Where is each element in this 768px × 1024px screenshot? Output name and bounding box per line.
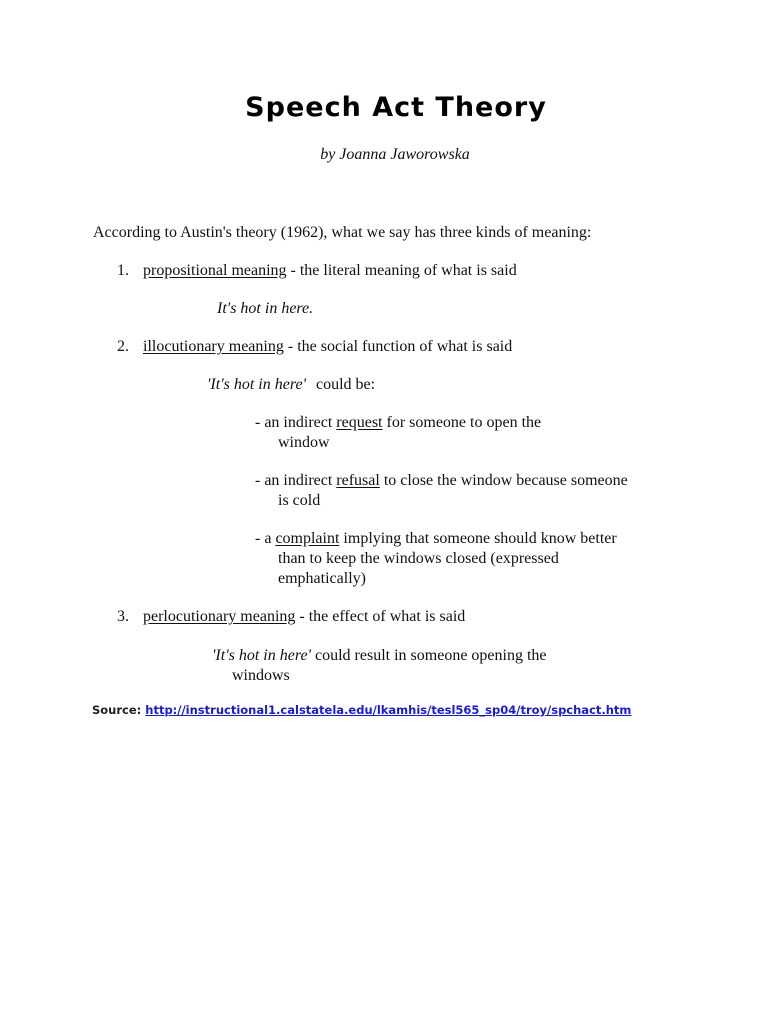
bullet-continuation: emphatically) xyxy=(278,570,366,587)
bullet-complaint xyxy=(255,529,675,589)
bullet-request xyxy=(255,413,675,453)
bullet-continuation: is cold xyxy=(278,492,321,509)
example-rest: could result in someone opening the xyxy=(311,647,547,664)
keyword-refusal: refusal xyxy=(336,472,380,489)
bullet-prefix: - an indirect xyxy=(255,414,337,431)
document-title: Speech Act Theory xyxy=(245,92,547,123)
example-line xyxy=(207,375,375,395)
list-number: 3. xyxy=(117,608,129,625)
bullet-rest: implying that someone should know better xyxy=(339,530,617,547)
keyword-complaint: complaint xyxy=(275,530,340,547)
intro-paragraph: According to Austin's theory (1962), what we say has three kinds of meaning: xyxy=(93,224,592,241)
term-perlocutionary: perlocutionary meaning xyxy=(143,608,296,625)
bullet-refusal xyxy=(255,471,675,511)
example-sentence: It's hot in here. xyxy=(217,300,314,317)
document-author: by Joanna Jaworowska xyxy=(320,146,470,163)
keyword-request: request xyxy=(336,414,383,431)
example-quote: 'It's hot in here' xyxy=(212,647,311,664)
source-label: Source: xyxy=(92,703,146,717)
bullet-rest: for someone to open the xyxy=(382,414,542,431)
list-item-text xyxy=(143,607,465,627)
example-quote: 'It's hot in here' xyxy=(207,376,306,393)
example-result xyxy=(212,646,612,686)
definition-text: - the social function of what is said xyxy=(283,338,513,355)
source-citation xyxy=(92,703,631,717)
list-number: 1. xyxy=(117,262,129,279)
bullet-prefix: - an indirect xyxy=(255,472,337,489)
term-illocutionary: illocutionary meaning xyxy=(143,338,284,355)
list-item-text xyxy=(143,337,512,357)
bullet-continuation: than to keep the windows closed (expressed xyxy=(278,550,559,567)
list-item-text xyxy=(143,261,517,281)
bullet-prefix: - a xyxy=(255,530,276,547)
term-propositional: propositional meaning xyxy=(143,262,287,279)
definition-text: - the literal meaning of what is said xyxy=(286,262,517,279)
list-number: 2. xyxy=(117,338,129,355)
bullet-rest: to close the window because someone xyxy=(379,472,628,489)
definition-text: - the effect of what is said xyxy=(295,608,466,625)
example-continuation: windows xyxy=(232,667,290,684)
bullet-continuation: window xyxy=(278,434,330,451)
source-link[interactable]: http://instructional1.calstatela.edu/lkamhis/tesl565_sp04/troy/spchact.htm xyxy=(145,703,632,717)
example-suffix: could be: xyxy=(316,376,376,393)
